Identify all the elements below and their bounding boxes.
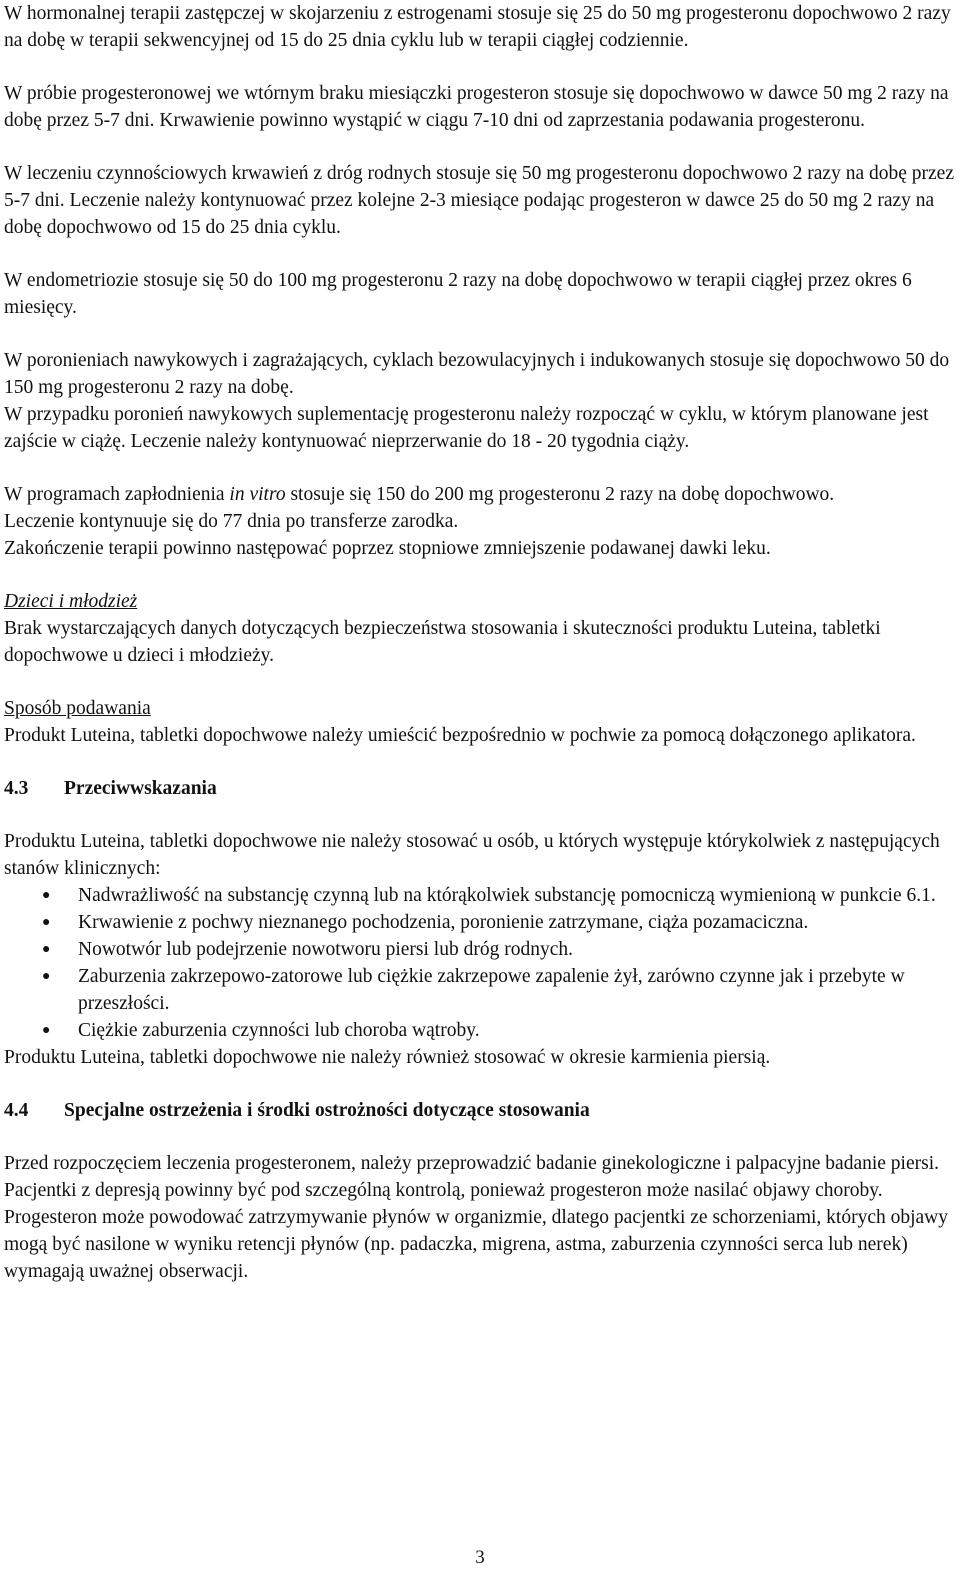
section-4-4-number: 4.4 xyxy=(4,1100,29,1121)
list-item xyxy=(4,909,958,936)
ivf-text-start: W programach zapłodnienia xyxy=(4,484,230,505)
paragraph-progesterone-test: W próbie progesteronowej we wtórnym braku miesiączki progesteron stosuje się dopochwowo w dawce 50 mg 2 razy na dobę przez 5-7 dni. Krwawienie powinno wystąpić w ciągu 7-10 dni od zaprzestania podawania progesteronu. xyxy=(4,83,949,131)
section-4-3-number: 4.3 xyxy=(4,778,29,799)
paragraph-habitual-miscarriage: W przypadku poronień nawykowych suplementację progesteronu należy rozpocząć w cyklu, w którym planowane jest zajście w ciążę. Leczenie należy kontynuować nieprzerwanie do 18 - 20 tygodnia ciąży. xyxy=(4,404,929,452)
section-4-4-heading xyxy=(4,1097,958,1124)
list-item-text: Zaburzenia zakrzepowo-zatorowe lub ciężkie zakrzepowe zapalenie żył, zarówno czynne jak i przebyte w przeszłości. xyxy=(78,966,905,1014)
paragraph-continuation: Leczenie kontynuuje się do 77 dnia po transferze zarodka. xyxy=(4,511,459,532)
list-item xyxy=(4,1017,958,1044)
paragraph-dysfunctional-bleeding: W leczeniu czynnościowych krwawień z dróg rodnych stosuje się 50 mg progesteronu dopochwowo 2 razy na dobę przez 5-7 dni. Leczenie należy kontynuować przez kolejne 2-3 miesiące podając progesteron w dawce 25 do 50 mg 2 razy na dobę dopochwowo od 15 do 25 dnia cyklu. xyxy=(4,163,954,238)
page-number: 3 xyxy=(475,1547,485,1568)
warnings-examination: Przed rozpoczęciem leczenia progesteronem, należy przeprowadzić badanie ginekologiczne i palpacyjne badanie piersi. xyxy=(4,1153,940,1174)
list-item-text: Krwawienie z pochwy nieznanego pochodzenia, poronienie zatrzymane, ciąża pozamaciczna. xyxy=(78,912,809,933)
paragraph-ivf xyxy=(4,481,958,508)
children-heading: Dzieci i młodzież xyxy=(4,591,138,612)
bullet-icon: ● xyxy=(42,915,51,930)
list-item-text: Nowotwór lub podejrzenie nowotworu piersi lub dróg rodnych. xyxy=(78,939,573,960)
list-item xyxy=(4,936,958,963)
list-item-text: Ciężkie zaburzenia czynności lub choroba wątroby. xyxy=(78,1020,480,1041)
ivf-text-end: stosuje się 150 do 200 mg progesteronu 2 razy na dobę dopochwowo. xyxy=(285,484,835,505)
contraindications-outro: Produktu Luteina, tabletki dopochwowe nie należy również stosować w okresie karmienia piersią. xyxy=(4,1047,771,1068)
section-4-3-title: Przeciwwskazania xyxy=(64,778,217,799)
bullet-icon: ● xyxy=(42,888,51,903)
list-item xyxy=(4,963,958,1017)
list-item-text: Nadwrażliwość na substancję czynną lub na którąkolwiek substancję pomocniczą wymienioną w punkcie 6.1. xyxy=(78,885,936,906)
contraindications-intro: Produktu Luteina, tabletki dopochwowe nie należy stosować u osób, u których występuje którykolwiek z następujących stanów klinicznych: xyxy=(4,831,940,879)
administration-text: Produkt Luteina, tabletki dopochwowe należy umieścić bezpośrednio w pochwie za pomocą dołączonego aplikatora. xyxy=(4,725,916,746)
bullet-icon: ● xyxy=(42,942,51,957)
paragraph-termination: Zakończenie terapii powinno następować poprzez stopniowe zmniejszenie podawanej dawki leku. xyxy=(4,538,771,559)
bullet-icon: ● xyxy=(42,1023,51,1038)
section-4-4-title: Specjalne ostrzeżenia i środki ostrożności dotyczące stosowania xyxy=(64,1100,590,1121)
warnings-depression: Pacjentki z depresją powinny być pod szczególną kontrolą, ponieważ progesteron może nasilać objawy choroby. xyxy=(4,1180,883,1201)
list-item xyxy=(4,882,958,909)
administration-heading: Sposób podawania xyxy=(4,698,151,719)
ivf-italic-term: in vitro xyxy=(229,484,286,505)
section-4-3-heading xyxy=(4,775,958,802)
bullet-icon: ● xyxy=(42,969,51,984)
paragraph-endometriosis: W endometriozie stosuje się 50 do 100 mg progesteronu 2 razy na dobę dopochwowo w terapii ciągłej przez okres 6 miesięcy. xyxy=(4,270,912,318)
children-text: Brak wystarczających danych dotyczących bezpieczeństwa stosowania i skuteczności produktu Luteina, tabletki dopochwowe u dzieci i młodzieży. xyxy=(4,618,881,666)
paragraph-hrt: W hormonalnej terapii zastępczej w skojarzeniu z estrogenami stosuje się 25 do 50 mg progesteronu dopochwowo 2 razy na dobę w terapii sekwencyjnej od 15 do 25 dnia cyklu lub w terapii ciągłej codziennie. xyxy=(4,3,951,51)
contraindications-list xyxy=(4,882,958,1044)
paragraph-miscarriage: W poronieniach nawykowych i zagrażających, cyklach bezowulacyjnych i indukowanych stosuje się dopochwowo 50 do 150 mg progesteronu 2 razy na dobę. xyxy=(4,350,950,398)
warnings-fluid-retention: Progesteron może powodować zatrzymywanie płynów w organizmie, dlatego pacjentki ze schorzeniami, których objawy mogą być nasilone w wyniku retencji płynów (np. padaczka, migrena, astma, zaburzenia czynności serca lub nerek) wymagają uważnej obserwacji. xyxy=(4,1207,948,1282)
document-page xyxy=(4,0,958,1285)
